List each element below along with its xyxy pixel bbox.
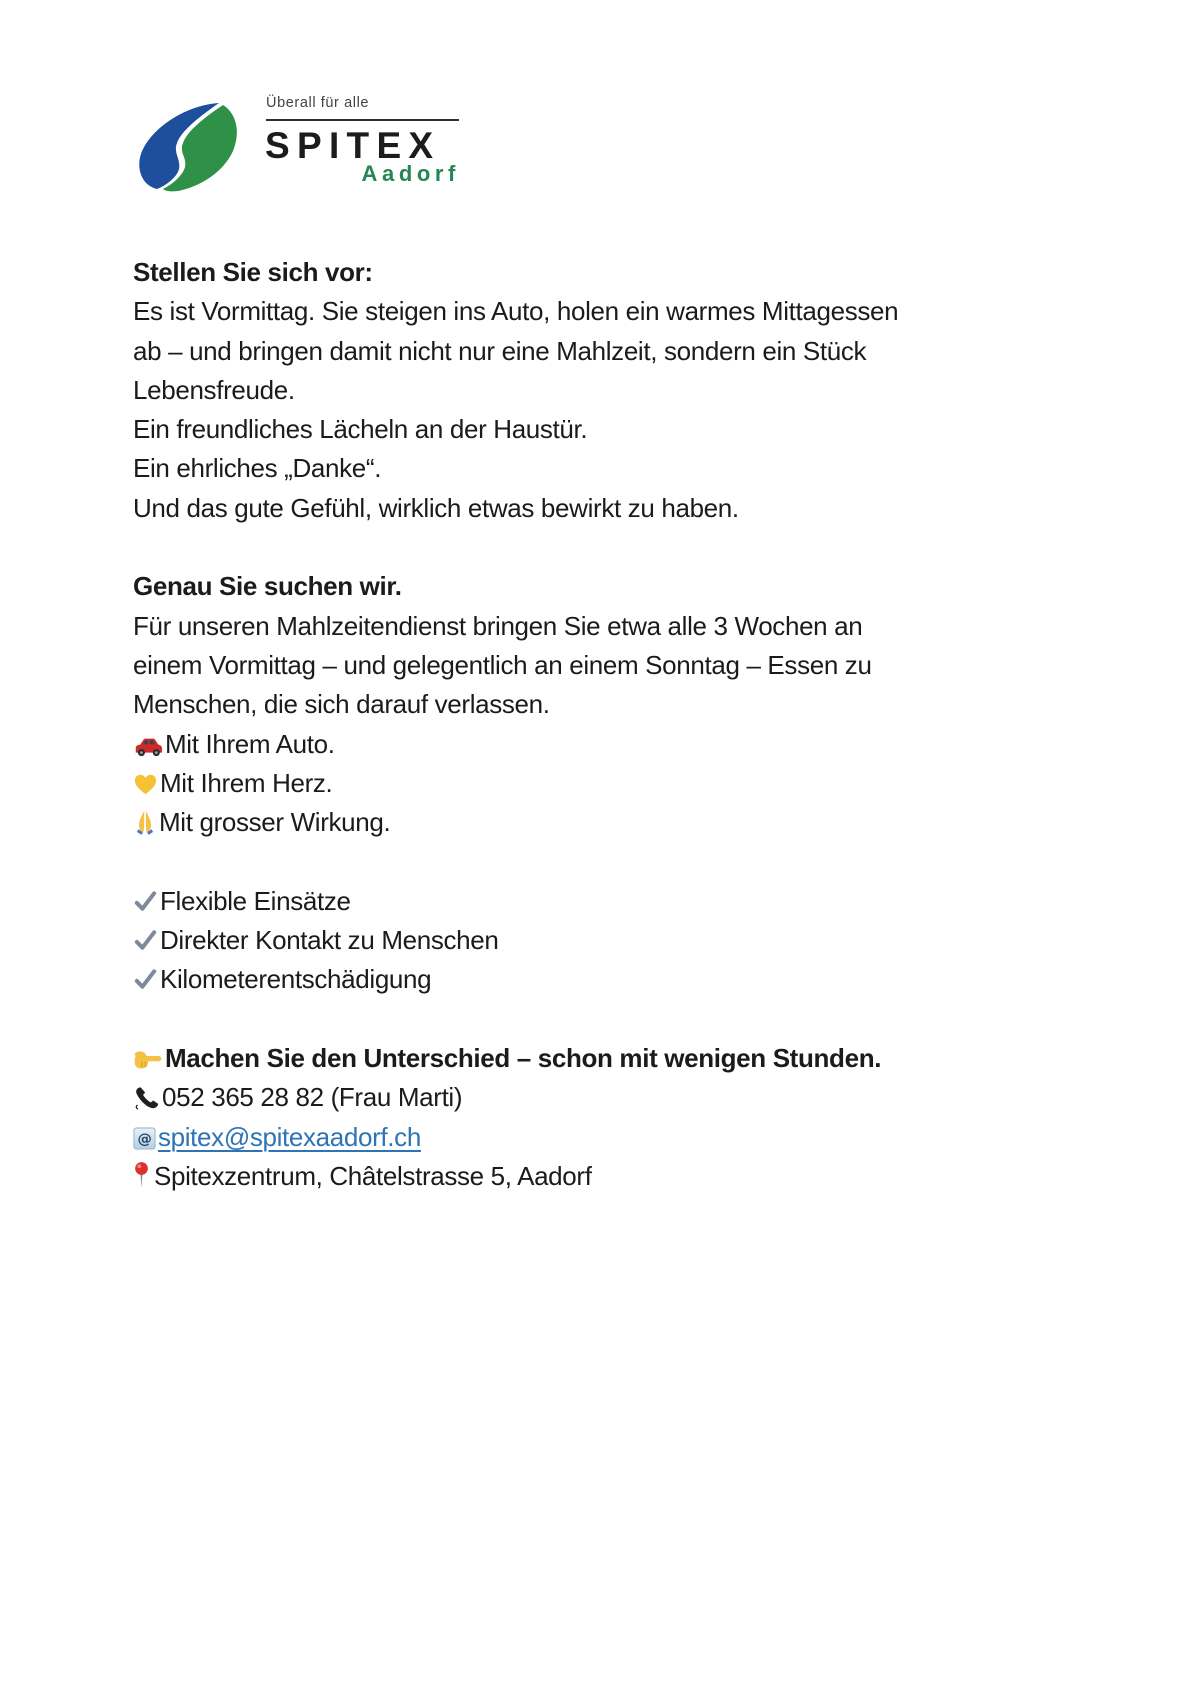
bullet-wirkung bbox=[133, 803, 1033, 842]
spitex-logo bbox=[133, 85, 478, 197]
search-line: Für unseren Mahlzeitendienst bringen Sie etwa alle 3 Wochen an bbox=[133, 610, 863, 641]
intro-line: Lebensfreude. bbox=[133, 374, 295, 405]
bullet-herz bbox=[133, 764, 1033, 803]
car-icon bbox=[133, 736, 163, 757]
email-link[interactable]: spitex@spitexaadorf.ch bbox=[158, 1121, 421, 1152]
bullet-text: Mit Ihrem Auto. bbox=[165, 728, 335, 759]
search-line: einem Vormittag – und gelegentlich an einem Sonntag – Essen zu bbox=[133, 649, 872, 680]
bullet-text: Mit grosser Wirkung. bbox=[159, 807, 391, 838]
intro-line: Und das gute Gefühl, wirklich etwas bewirkt zu haben. bbox=[133, 492, 739, 523]
benefit-text: Direkter Kontakt zu Menschen bbox=[160, 925, 499, 956]
check-icon bbox=[133, 928, 158, 953]
contact-address-line bbox=[133, 1157, 1033, 1196]
intro-heading: Stellen Sie sich vor: bbox=[133, 257, 373, 287]
check-icon bbox=[133, 967, 158, 992]
logo-tagline: Überall für alle bbox=[266, 95, 370, 111]
logo-divider bbox=[266, 119, 459, 121]
blank-line bbox=[133, 842, 1033, 881]
bullet-text: Mit Ihrem Herz. bbox=[160, 767, 333, 798]
intro-line: Ein freundliches Lächeln an der Haustür. bbox=[133, 414, 588, 445]
contact-email-line bbox=[133, 1118, 1033, 1157]
pray-icon bbox=[133, 809, 157, 835]
search-heading: Genau Sie suchen wir. bbox=[133, 571, 402, 602]
check-icon bbox=[133, 889, 158, 914]
benefit-text: Flexible Einsätze bbox=[160, 885, 351, 916]
benefit-item bbox=[133, 960, 1033, 999]
spitex-leaf-icon bbox=[133, 97, 243, 193]
logo-region-name: Aadorf bbox=[361, 161, 460, 186]
benefit-text: Kilometerentschädigung bbox=[160, 964, 432, 995]
intro-line: Ein ehrliches „Danke“. bbox=[133, 453, 382, 484]
flyer-body bbox=[133, 253, 1033, 1196]
svg-text:@: @ bbox=[137, 1130, 152, 1147]
point-right-icon bbox=[133, 1048, 163, 1071]
heart-icon bbox=[133, 773, 158, 796]
blank-line bbox=[133, 528, 1033, 567]
email-icon bbox=[133, 1127, 156, 1150]
bullet-auto bbox=[133, 725, 1033, 764]
pin-icon bbox=[133, 1161, 150, 1189]
blank-line bbox=[133, 1000, 1033, 1039]
search-line: Menschen, die sich darauf verlassen. bbox=[133, 689, 550, 720]
logo-brand-name: SPITEX bbox=[265, 125, 441, 166]
phone-number: 052 365 28 82 (Frau Marti) bbox=[162, 1082, 463, 1113]
intro-line: ab – und bringen damit nicht nur eine Mahlzeit, sondern ein Stück bbox=[133, 335, 867, 366]
cta-line bbox=[133, 1039, 1033, 1078]
address-text: Spitexzentrum, Châtelstrasse 5, Aadorf bbox=[154, 1160, 592, 1191]
phone-icon bbox=[133, 1085, 160, 1110]
benefit-item bbox=[133, 882, 1033, 921]
intro-line: Es ist Vormittag. Sie steigen ins Auto, holen ein warmes Mittagessen bbox=[133, 296, 899, 327]
cta-text: Machen Sie den Unterschied – schon mit wenigen Stunden. bbox=[165, 1042, 882, 1073]
benefit-item bbox=[133, 921, 1033, 960]
contact-phone-line bbox=[133, 1078, 1033, 1117]
